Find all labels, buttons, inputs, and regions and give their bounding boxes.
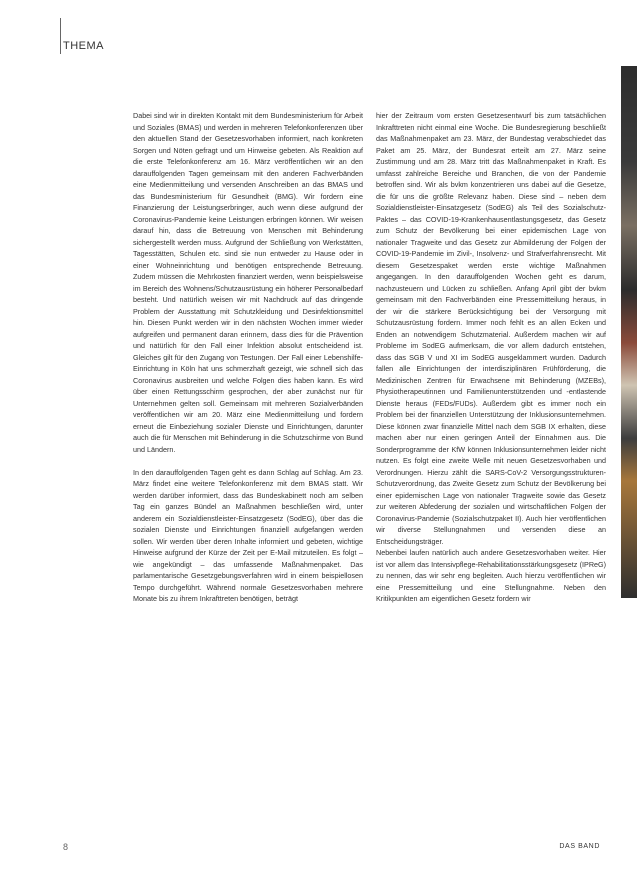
publication-name: DAS BAND (559, 843, 600, 850)
edge-photo-strip (621, 66, 637, 598)
section-label: THEMA (63, 40, 104, 52)
paragraph: In den darauffolgenden Tagen geht es dann Schlag auf Schlag. Am 23. März findet eine weitere Telefonkonferenz mit dem BMAS statt. Wir werden darüber informiert, dass das Bundeskabinett noch am selben Tag ein ganzes Bündel an Maßnahmen beschließen wird, unter anderem ein Sozialdienstleister-Einsatzgesetz (SodEG), über das die sozialen Dienste und Einrichtungen finanziell aufgefangen werden sollen. Wir werden über deren Inhalte informiert und gebeten, wichtige Hinweise aufgrund der Kürze der Zeit per E-Mail mitzuteilen. Es folgt – wie angekündigt – das umfassende Maßnahmenpaket. Das parlamentarische Gesetzgebungsverfahren wird in einem beispiellosen Tempo durchgeführt. Während normale Gesetzesvorhaben mehrere Monate bis zu ihrem Inkrafttreten benötigen, beträgt (133, 467, 363, 603)
section-rule (60, 18, 61, 54)
paragraph: hier der Zeitraum vom ersten Gesetzesentwurf bis zum tatsächlichen Inkrafttreten nicht einmal eine Woche. Die Bundesregierung beschließt das Maßnahmenpaket am 23. März, der Bundestag verabschiedet das Paket am 25. März, der Bundesrat erteilt am 27. März seine Zustimmung und am 28. März tritt das Maßnahmenpaket in Kraft. Es umfasst zahlreiche Bereiche und Branchen, die von der Pandemie betroffen sind. Wir als bvkm konzentrieren uns dabei auf die Gesetze, die für uns die größte Relevanz haben. Diese sind – neben dem Sozialdienstleister-Einsatzgesetz (SodEG) als Teil des Sozialschutz-Paktes – das COVID-19-Krankenhausentlastungsgesetz, das Gesetz zum Schutz der Bevölkerung bei einer epidemischen Lage von nationaler Tragweite und das Gesetz zur Abmilderung der Folgen der COVID-19-Pandemie im Zivil-, Insolvenz- und Strafverfahrensrecht. Mit diesem Gesetzespaket werden erste wichtige Maßnahmen angegangen. In den darauffolgenden Wochen geht es darum, nachzusteuern und Lücken zu schließen. Anfang April gibt der bvkm gemeinsam mit den Fachverbänden eine Pressemitteilung heraus, in der wir die stärkere Berücksichtigung bei der Versorgung mit Schutzausrüstung fordern. Immer noch fehlt es an allen Ecken und Enden an notwendigem Schutzmaterial. Außerdem machen wir auf Probleme im SodEG aufmerksam, die vor allem dadurch entstehen, dass das SGB V und XI im SodEG ausgeklammert wurden. Dadurch fallen alle Einrichtungen der interdisziplinären Frühförderung, die Medizinischen Zentren für Erwachsene mit Behinderung (MZEBs), Physiotherapeutinnen und Familienunterstützenden und -entlastende Dienste heraus (FEDs/FUDs). Außerdem gibt es immer noch ein Problem bei der finanziellen Unterstützung der Inklusionsunternehmen. Diese können zwar finanzielle Mittel nach dem SGB IX erhalten, diese machen aber nur einen geringen Anteil der Einnahmen aus. Die Sonderprogramme der KfW können Inklusionsunternehmen leider nicht nutzen. Es folgt eine zweite Welle mit neuen Gesetzesvorhaben und Verordnungen. Hierzu zählt die SARS-CoV-2 Versorgungsstrukturen-Schutzverordnung, das Zweite Gesetz zum Schutz der Bevölkerung bei einer epidemischen Lage von nationaler Tragweite sowie das Gesetz zur weiteren Abfederung der sozialen und wirtschaftlichen Folgen der Coronavirus-Pandemie (Sozialschutzpaket II). Auch hier veröffentlichen wir diverse Stellungnahmen und versenden diese an Entscheidungsträger. (376, 111, 606, 546)
text-column-left (133, 110, 363, 616)
text-column-right (376, 110, 606, 616)
paragraph: Dabei sind wir in direkten Kontakt mit dem Bundesministerium für Arbeit und Soziales (BMAS) und werden in mehreren Telefonkonferenzen über den aktuellen Stand der Gesetzesvorhaben informiert, nach konkreten Sorgen und Nöten gefragt und um Hinweise gebeten. Als Reaktion auf die erste Telefonkonferenz am 16. März veröffentlichen wir an den darauffolgenden Tagen gemeinsam mit den anderen Fachverbänden eine Medienmitteilung und versenden Anschreiben an das BMAS und das Bundesministerium für Gesundheit (BMG). Wir fordern eine Finanzierung der Leistungserbringer, auch wenn diese aufgrund der Coronavirus-Pandemie keine Leistungen erbringen können. Wir weisen darauf hin, dass die Betreuung von Menschen mit Behinderung sichergestellt werden muss. Aufgrund der Schließung von Werkstätten, Tagesstätten, Schulen etc. sind sie nun entweder zu Hause oder in einer Wohneinrichtung und benötigen entsprechende Betreuung. Zudem müssen die Mehrkosten finanziert werden, wenn beispielsweise im Bereich des Wohnens/Schutzausrüstung ein höherer Personalbedarf besteht. Und natürlich weisen wir mit Nachdruck auf das dringende Problem der Ausstattung mit Schutzkleidung und Desinfektionsmittel hin. Diesen Punkt werden wir in den nächsten Wochen immer wieder aufgreifen und permanent daran erinnern, dass dies für die Prävention und natürlich für den Fall einer Infektion absolut entscheidend ist. Gleiches gilt für den Zugang von Testungen. Der Fall einer Lebenshilfe-Einrichtung in Köln hat uns schmerzhaft gezeigt, wie schnell sich das Coronavirus ausbreiten und welche Folgen dies haben kann. Es wird über einen Rettungsschirm gesprochen, der aber zunächst nur für Unternehmen gelten soll. Gemeinsam mit mehreren Sozialverbänden veröffentlichen wir am 20. März eine Medienmitteilung und fordern erneut die Einbeziehung sozialer Dienste und Einrichtungen, darunter auch die für Menschen mit Behinderung in die Schutzschirme von Bund und Ländern. (133, 111, 363, 454)
page-number: 8 (63, 842, 69, 852)
paragraph: Nebenbei laufen natürlich auch andere Gesetzesvorhaben weiter. Hier ist vor allem das Intensivpflege-Rehabilitationsstärkungsgesetz (IPReG) zu nennen, das wir sehr eng begleiten. Auch hierzu veröffentlichen wir eine Pressemitteilung und eine Stellungnahme. Neben den Kritikpunkten am eigentlichen Gesetz fordern wir (376, 548, 606, 603)
